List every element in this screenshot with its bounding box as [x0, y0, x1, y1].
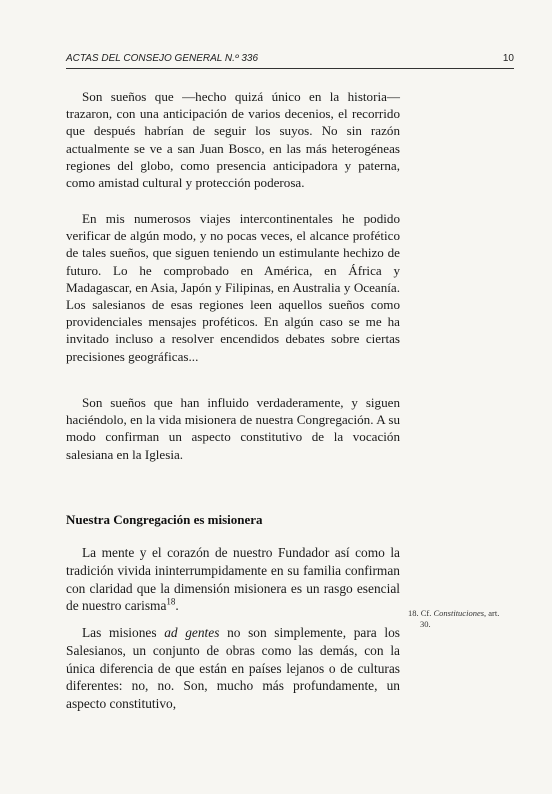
paragraph-text: Son sueños que han influido verdaderamente, y siguen haciéndolo, en la vida misionera de nuestra Congregación. A su modo confirman un aspecto constitutivo de la vocación salesiana en la Iglesia. [66, 395, 400, 462]
margin-footnote [408, 608, 518, 630]
page-number: 10 [502, 53, 514, 64]
paragraph-end: . [175, 598, 179, 614]
paragraph-text: En mis numerosos viajes intercontinentales he podido verificar de algún modo, y no pocas veces, el alcance profético de tales sueños, que siguen teniendo un estimulante hechizo de futuro. Lo he comprobado en América, en África y Madagascar, en Asia, Japón y Filipinas, en Australia y Oceanía. Los salesianos de esas regiones leen aquellos sueños como providenciales mensajes proféticos. En algún caso se me ha invitado incluso a resolver encendidos debates sobre ciertas precisiones geográficas... [66, 211, 400, 364]
footnote-prefix: Cf. [420, 608, 432, 618]
paragraph-5 [66, 624, 400, 713]
paragraph-text-rest: no son simplemente, para los Salesianos, un conjunto de obras como las demás, con la única diferencia de que están en países lejanos o de culturas diferentes: no, no. Son, mucho más profundamente, un aspecto constitutivo, [66, 625, 400, 712]
footnote-source: Constituciones [433, 608, 485, 618]
footnote-ref[interactable]: 18 [166, 596, 176, 607]
paragraph-text: Son sueños que —hecho quizá único en la historia— trazaron, con una anticipación de varios decenios, el recorrido que después habrían de seguir los suyos. No sin razón actualmente se ve a san Juan Bosco, en las más heterogéneas regiones del globo, como presencia anticipadora y paterna, como amistad cultural y protección poderosa. [66, 89, 400, 191]
paragraph-text: La mente y el corazón de nuestro Fundador así como la tradición vivida ininterrumpidamente en su familia confirman con claridad que la dimensión misionera es un rasgo esencial de nuestro carisma [66, 545, 400, 614]
paragraph-4 [66, 544, 400, 615]
latin-term: ad gentes [164, 625, 220, 640]
header-title: ACTAS DEL CONSEJO GENERAL N.º 336 [66, 53, 259, 64]
paragraph-2 [66, 210, 400, 365]
footnote-number: 18. [408, 608, 419, 618]
running-header [66, 53, 514, 67]
paragraph-text-start: Las misiones [82, 625, 165, 640]
footnote-continuation: 30. [420, 619, 431, 629]
paragraph-1 [66, 88, 400, 191]
header-rule [66, 68, 514, 69]
section-heading: Nuestra Congregación es misionera [66, 512, 263, 527]
paragraph-3 [66, 394, 400, 463]
footnote-suffix: , art. [484, 608, 500, 618]
